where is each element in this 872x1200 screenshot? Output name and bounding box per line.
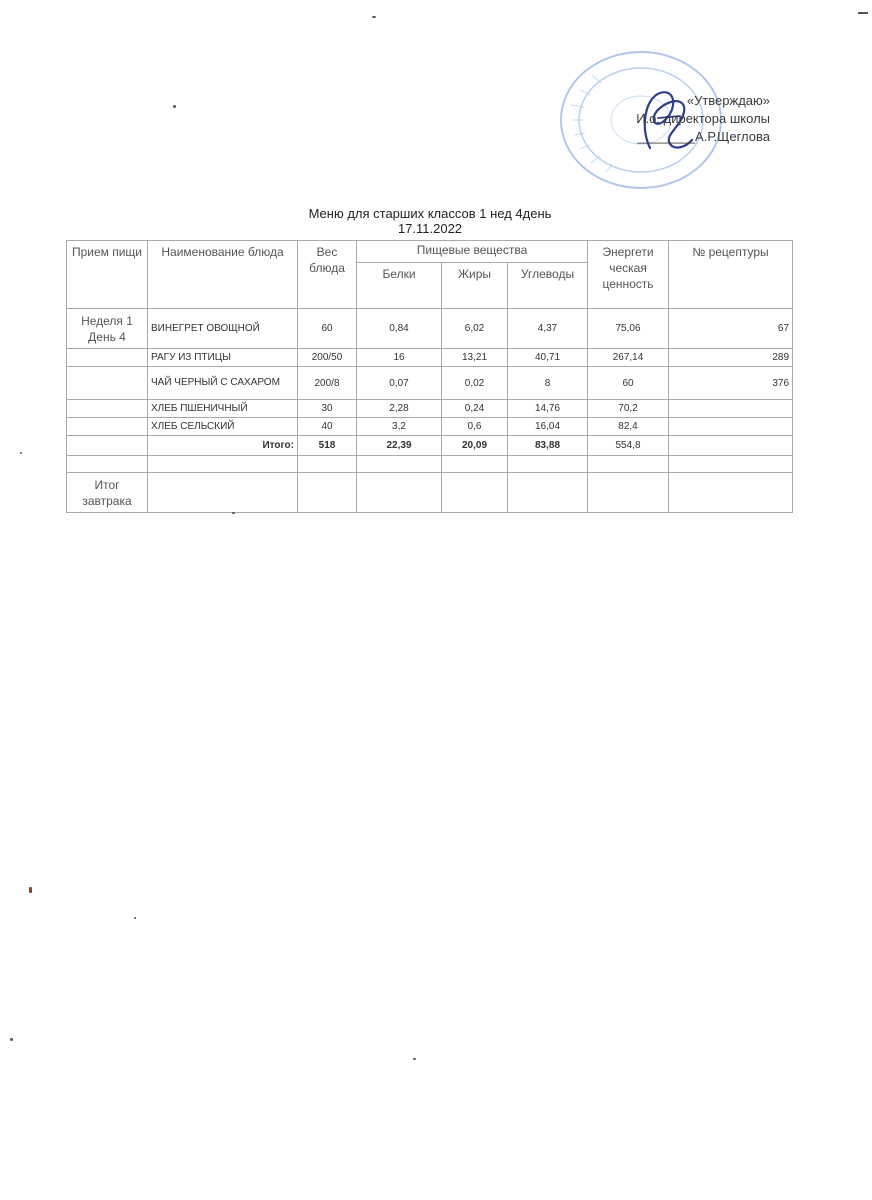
header-dish: Наименование блюда xyxy=(148,241,298,309)
scan-speck xyxy=(134,917,136,919)
dish-weight: 40 xyxy=(298,418,357,436)
approval-signatory: ________А.Р.Щеглова xyxy=(637,129,770,144)
total-weight: 518 xyxy=(298,436,357,456)
dish-fat: 0,24 xyxy=(442,400,508,418)
document-title xyxy=(230,206,630,236)
dish-carbs: 16,04 xyxy=(508,418,588,436)
dish-energy: 267,14 xyxy=(588,349,669,367)
breakfast-total-label: Итог завтрака xyxy=(67,473,148,513)
dish-name: ХЛЕБ СЕЛЬСКИЙ xyxy=(148,418,298,436)
header-fat: Жиры xyxy=(442,263,508,309)
approval-heading: «Утверждаю» xyxy=(686,93,770,108)
dish-weight: 60 xyxy=(298,309,357,349)
table-row xyxy=(67,309,793,349)
menu-table xyxy=(66,240,793,513)
header-weight: Вес блюда xyxy=(298,241,357,309)
scan-speck xyxy=(173,105,176,108)
empty-row xyxy=(67,456,793,473)
dish-protein: 0,07 xyxy=(357,367,442,400)
menu-title: Меню для старших классов 1 нед 4день xyxy=(308,206,552,221)
dish-protein: 3,2 xyxy=(357,418,442,436)
dish-recipe: 376 xyxy=(669,367,793,400)
dish-fat: 6,02 xyxy=(442,309,508,349)
total-fat: 20,09 xyxy=(442,436,508,456)
dish-recipe xyxy=(669,418,793,436)
meal-label: Неделя 1 День 4 xyxy=(67,309,148,349)
meal-cell xyxy=(67,418,148,436)
dish-fat: 13,21 xyxy=(442,349,508,367)
dish-energy: 82,4 xyxy=(588,418,669,436)
total-row xyxy=(67,436,793,456)
dish-carbs: 14,76 xyxy=(508,400,588,418)
total-label: Итого: xyxy=(148,436,298,456)
scan-speck xyxy=(232,512,235,514)
dish-protein: 0,84 xyxy=(357,309,442,349)
header-recipe: № рецептуры xyxy=(669,241,793,309)
scan-speck xyxy=(372,16,376,18)
scan-speck xyxy=(20,452,22,454)
dish-protein: 16 xyxy=(357,349,442,367)
header-nutrients: Пищевые вещества xyxy=(357,241,588,263)
scan-speck xyxy=(858,12,868,14)
dish-energy: 70,2 xyxy=(588,400,669,418)
meal-cell xyxy=(67,367,148,400)
dish-recipe xyxy=(669,400,793,418)
scan-speck xyxy=(10,1038,13,1041)
table-row xyxy=(67,349,793,367)
dish-carbs: 8 xyxy=(508,367,588,400)
table-row xyxy=(67,418,793,436)
dish-fat: 0,02 xyxy=(442,367,508,400)
header-carbs: Углеводы xyxy=(508,263,588,309)
menu-date: 17.11.2022 xyxy=(397,221,463,236)
scan-speck xyxy=(413,1058,416,1060)
total-energy: 554,8 xyxy=(588,436,669,456)
table-row xyxy=(67,400,793,418)
dish-recipe: 289 xyxy=(669,349,793,367)
table-row xyxy=(67,367,793,400)
dish-name: ЧАЙ ЧЕРНЫЙ С САХАРОМ xyxy=(148,367,298,400)
dish-weight: 200/50 xyxy=(298,349,357,367)
meal-cell xyxy=(67,436,148,456)
dish-carbs: 4,37 xyxy=(508,309,588,349)
meal-cell xyxy=(67,349,148,367)
total-carbs: 83,88 xyxy=(508,436,588,456)
header-meal: Прием пищи xyxy=(67,241,148,309)
dish-fat: 0,6 xyxy=(442,418,508,436)
breakfast-total-row xyxy=(67,473,793,513)
dish-name: ВИНЕГРЕТ ОВОЩНОЙ xyxy=(148,309,298,349)
dish-name: ХЛЕБ ПШЕНИЧНЫЙ xyxy=(148,400,298,418)
approval-block xyxy=(600,92,770,146)
dish-weight: 30 xyxy=(298,400,357,418)
dish-weight: 200/8 xyxy=(298,367,357,400)
dish-carbs: 40,71 xyxy=(508,349,588,367)
dish-energy: 60 xyxy=(588,367,669,400)
meal-cell xyxy=(67,400,148,418)
total-recipe xyxy=(669,436,793,456)
dish-name: РАГУ ИЗ ПТИЦЫ xyxy=(148,349,298,367)
header-protein: Белки xyxy=(357,263,442,309)
dish-energy: 75,06 xyxy=(588,309,669,349)
dish-recipe: 67 xyxy=(669,309,793,349)
total-protein: 22,39 xyxy=(357,436,442,456)
scan-speck xyxy=(29,887,32,893)
header-energy: Энергети ческая ценность xyxy=(588,241,669,309)
approval-position: И.о. директора школы xyxy=(636,111,770,126)
dish-protein: 2,28 xyxy=(357,400,442,418)
